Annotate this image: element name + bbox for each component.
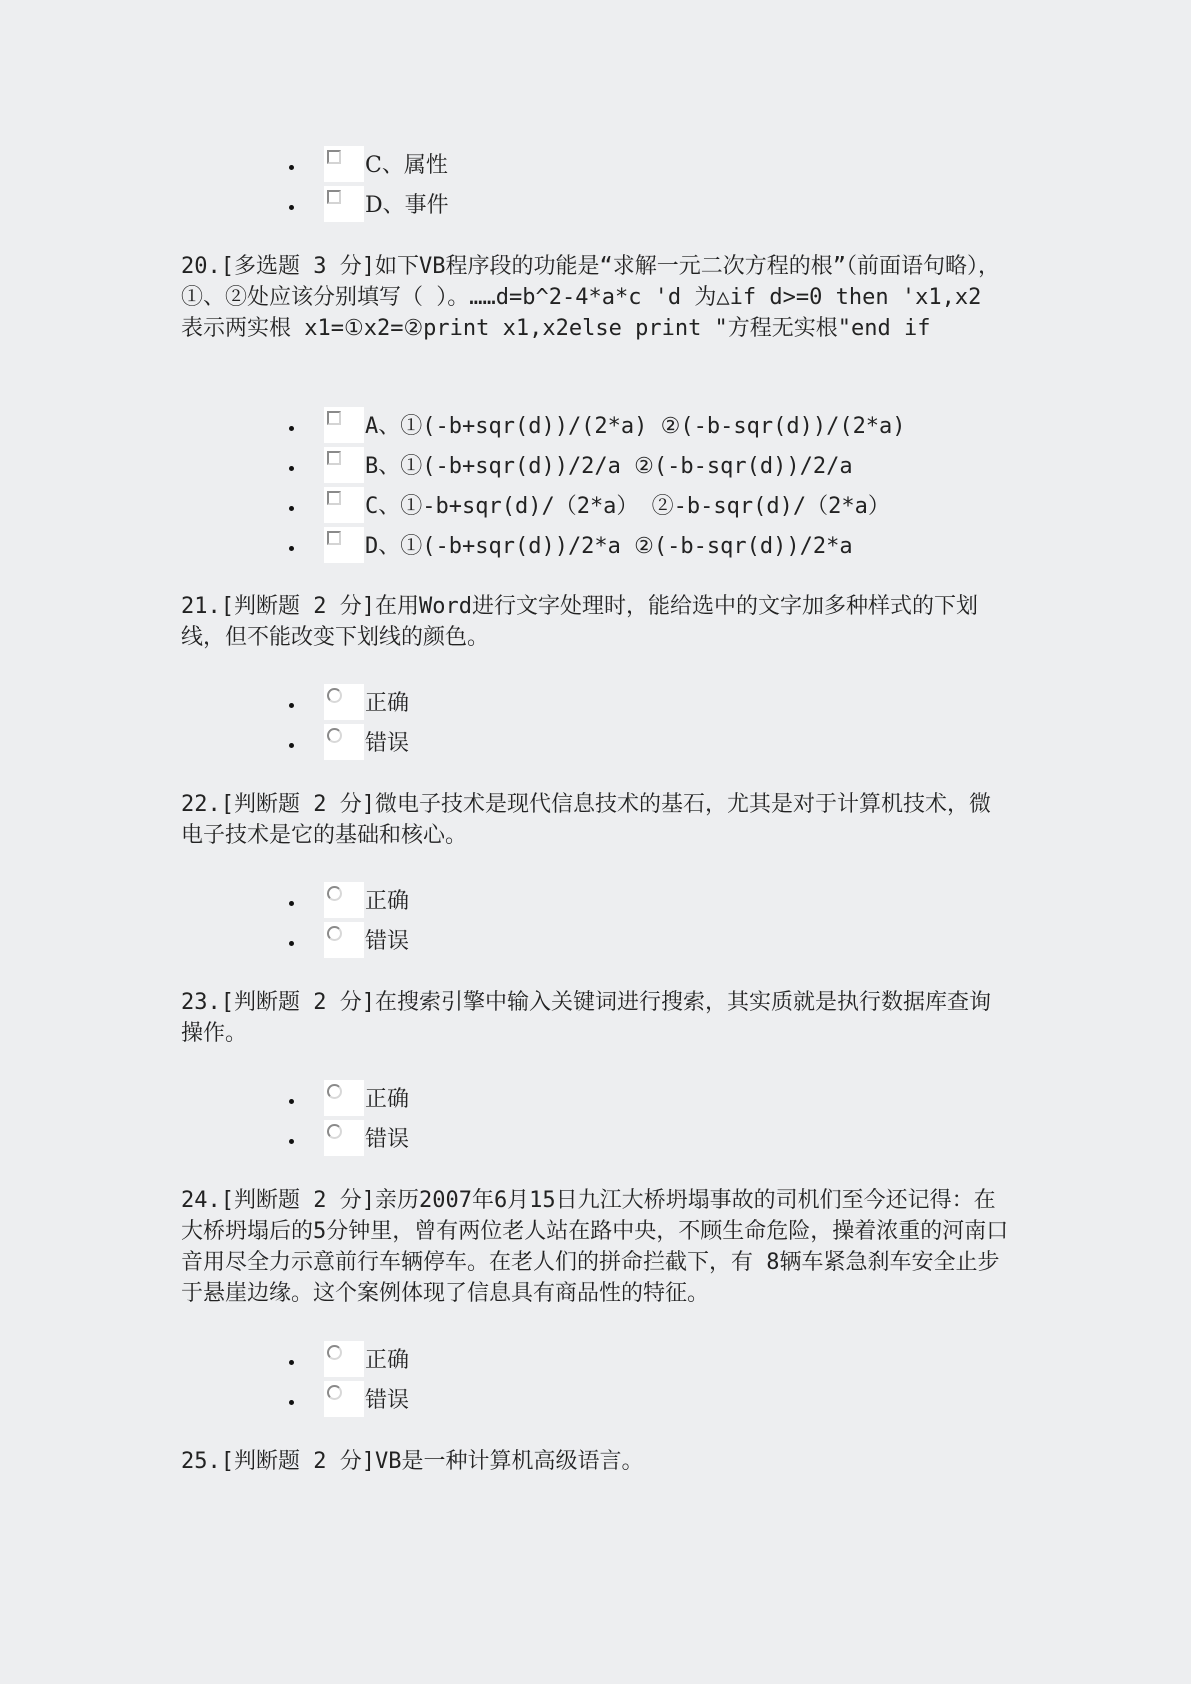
option-label: 正确 bbox=[365, 1087, 410, 1112]
option-label: B、①(-b+sqr(d))/2/a ②(-b-sqr(d))/2/a bbox=[365, 454, 853, 479]
bullet-dot bbox=[289, 165, 294, 170]
checkbox[interactable] bbox=[327, 491, 341, 505]
option-label: C、①-b+sqr(d)/（2*a） ②-b-sqr(d)/（2*a） bbox=[365, 494, 890, 519]
option-label: D、①(-b+sqr(d))/2*a ②(-b-sqr(d))/2*a bbox=[365, 534, 853, 559]
checkbox[interactable] bbox=[327, 451, 341, 465]
q24-option-true[interactable] bbox=[0, 1341, 1191, 1381]
option-label: A、①(-b+sqr(d))/(2*a) ②(-b-sqr(d))/(2*a) bbox=[365, 414, 906, 439]
question-22-text: 22.[判断题 2 分]微电子技术是现代信息技术的基石，尤其是对于计算机技术，微电子技术是它的基础和核心。 bbox=[181, 792, 991, 848]
checkbox[interactable] bbox=[327, 150, 341, 164]
bullet-dot bbox=[289, 1400, 294, 1405]
radio-button[interactable] bbox=[327, 886, 342, 901]
question-20-text: 20.[多选题 3 分]如下VB程序段的功能是“求解一元二次方程的根”（前面语句略），①、②处应该分别填写（ ）。……d=b^2-4*a*c 'd 为△if d>=0 then 'x1,x2 表示两实根 x1=①x2=②print x1,x2else print "方程无实根"end if bbox=[181, 254, 1000, 341]
q19-option-c[interactable] bbox=[0, 146, 1191, 186]
option-label: 错误 bbox=[365, 929, 410, 954]
question-24-text: 24.[判断题 2 分]亲历2007年6月15日九江大桥坍塌事故的司机们至今还记得：在大桥坍塌后的5分钟里，曾有两位老人站在路中央，不顾生命危险，操着浓重的河南口音用尽全力示意前行车辆停车。在老人们的拼命拦截下，有 8辆车紧急刹车安全止步于悬崖边缘。这个案例体现了信息具有商品性的特征。 bbox=[181, 1188, 1009, 1306]
bullet-dot bbox=[289, 466, 294, 471]
bullet-dot bbox=[289, 1099, 294, 1104]
q23-option-true[interactable] bbox=[0, 1080, 1191, 1120]
checkbox[interactable] bbox=[327, 190, 341, 204]
radio-button[interactable] bbox=[327, 1385, 342, 1400]
q23-option-false[interactable] bbox=[0, 1120, 1191, 1160]
question-21-text: 21.[判断题 2 分]在用Word进行文字处理时，能给选中的文字加多种样式的下划线，但不能改变下划线的颜色。 bbox=[181, 594, 978, 650]
option-label: 正确 bbox=[365, 1348, 410, 1373]
radio-button[interactable] bbox=[327, 1084, 342, 1099]
q20-option-b[interactable] bbox=[0, 447, 1191, 487]
q22-option-true[interactable] bbox=[0, 882, 1191, 922]
question-23-text: 23.[判断题 2 分]在搜索引擎中输入关键词进行搜索，其实质就是执行数据库查询操作。 bbox=[181, 990, 991, 1046]
q20-option-d[interactable] bbox=[0, 527, 1191, 567]
bullet-dot bbox=[289, 426, 294, 431]
option-label: D、事件 bbox=[365, 193, 449, 218]
option-label: 正确 bbox=[365, 691, 410, 716]
option-label: 错误 bbox=[365, 731, 410, 756]
q20-option-a[interactable] bbox=[0, 407, 1191, 447]
radio-button[interactable] bbox=[327, 688, 342, 703]
radio-button[interactable] bbox=[327, 1124, 342, 1139]
bullet-dot bbox=[289, 1360, 294, 1365]
bullet-dot bbox=[289, 743, 294, 748]
option-label: 错误 bbox=[365, 1127, 410, 1152]
option-label: C、属性 bbox=[365, 153, 448, 178]
bullet-dot bbox=[289, 546, 294, 551]
bullet-dot bbox=[289, 941, 294, 946]
radio-button[interactable] bbox=[327, 728, 342, 743]
q21-option-true[interactable] bbox=[0, 684, 1191, 724]
q24-option-false[interactable] bbox=[0, 1381, 1191, 1421]
q20-option-c[interactable] bbox=[0, 487, 1191, 527]
bullet-dot bbox=[289, 703, 294, 708]
checkbox[interactable] bbox=[327, 411, 341, 425]
bullet-dot bbox=[289, 901, 294, 906]
bullet-dot bbox=[289, 205, 294, 210]
option-label: 正确 bbox=[365, 889, 410, 914]
option-label: 错误 bbox=[365, 1388, 410, 1413]
bullet-dot bbox=[289, 506, 294, 511]
radio-button[interactable] bbox=[327, 926, 342, 941]
q22-option-false[interactable] bbox=[0, 922, 1191, 962]
bullet-dot bbox=[289, 1139, 294, 1144]
radio-button[interactable] bbox=[327, 1345, 342, 1360]
question-25-text: 25.[判断题 2 分]VB是一种计算机高级语言。 bbox=[181, 1449, 644, 1474]
q21-option-false[interactable] bbox=[0, 724, 1191, 764]
q19-option-d[interactable] bbox=[0, 186, 1191, 226]
checkbox[interactable] bbox=[327, 531, 341, 545]
